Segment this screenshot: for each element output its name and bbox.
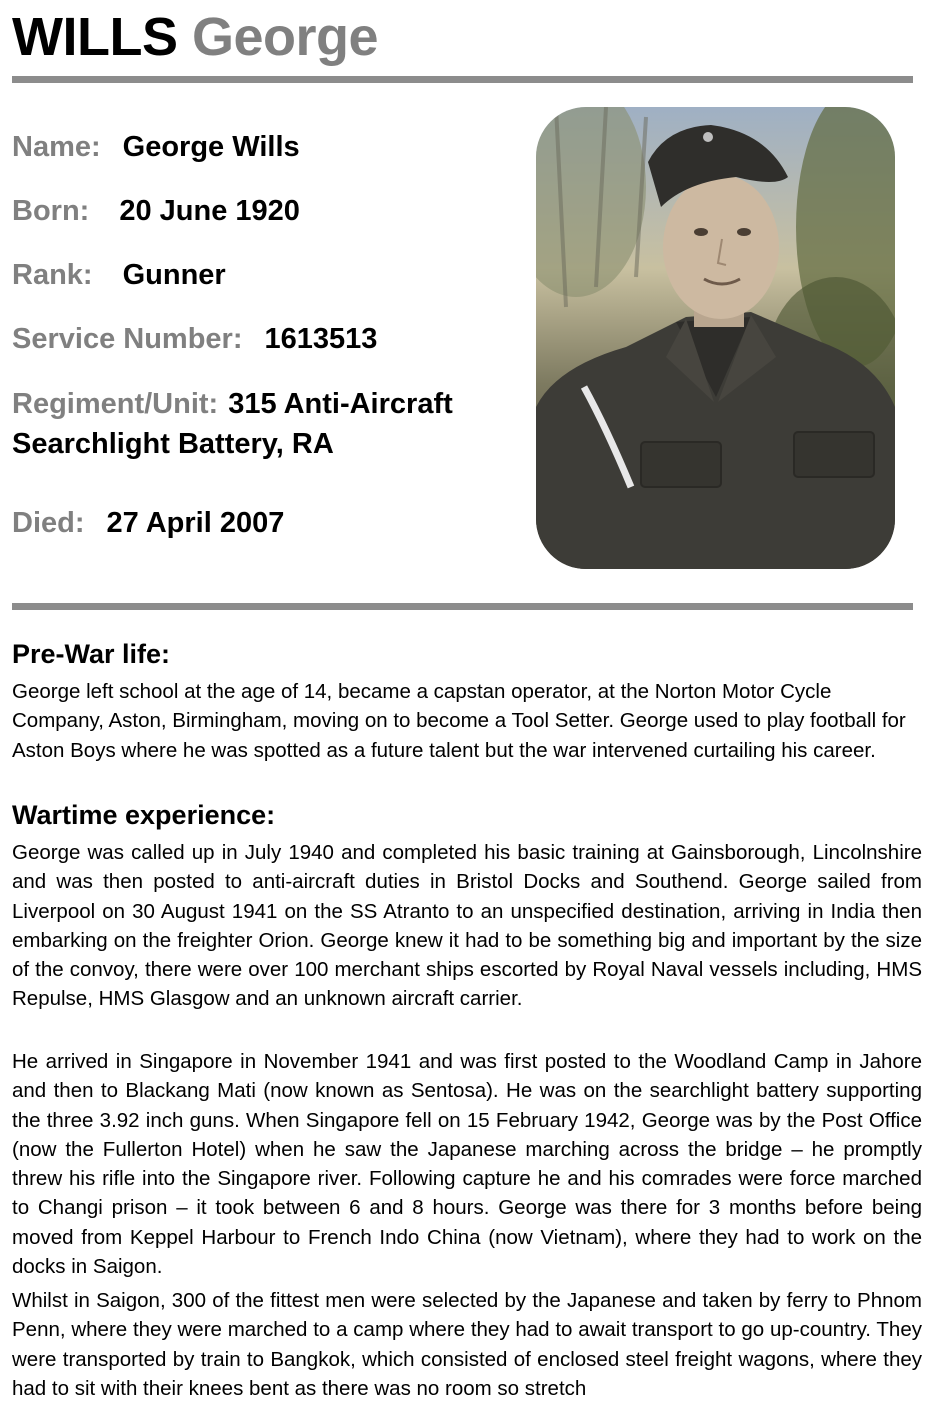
name-field xyxy=(12,127,300,167)
top-divider xyxy=(12,76,913,83)
died-value: 27 April 2007 xyxy=(106,507,285,539)
name-value: George Wills xyxy=(122,131,300,163)
page-title xyxy=(12,6,378,68)
prewar-paragraph: George left school at the age of 14, became a capstan operator, at the Norton Motor Cycle Company, Aston, Birmingham, moving on to become a Tool Setter. George used to play football for Aston Boys where he was spotted as a future talent but the war intervened curtailing his career. xyxy=(12,680,906,762)
section-divider xyxy=(12,603,913,610)
service-number-value: 1613513 xyxy=(264,323,378,355)
wartime-paragraph-2: He arrived in Singapore in November 1941 and was first posted to the Woodland Camp in Jahore and then to Blackang Mati (now known as Sentosa). He was on the searchlight battery supporting the three 3.92 inch guns. When Singapore fell on 15 February 1942, George was by the Post Office (now the Fullerton Hotel) when he saw the Japanese marching across the bridge – he promptly threw his rifle into the Singapore river. Following capture he and his comrades were force marched to Changi prison – it took between 6 and 8 hours. George was there for 3 months before being moved from Keppel Harbour to French Indo China (now Vietnam), where they had to work on the docks in Saigon. xyxy=(12,1050,922,1279)
service-number-label: Service Number: xyxy=(12,323,243,355)
soldier-portrait-icon xyxy=(536,107,895,569)
regiment-field xyxy=(12,384,512,464)
regiment-label: Regiment/Unit: xyxy=(12,388,219,420)
wartime-paragraph-3: Whilst in Saigon, 300 of the fittest men were selected by the Japanese and taken by ferry to Phnom Penn, where they were marched to a camp where they had to await transport to go up-country. They were transported by train to Bangkok, which consisted of enclosed steel freight wagons, where they had to sit with their knees bent as there was no room so stretch xyxy=(12,1289,922,1400)
forename: George xyxy=(191,7,379,67)
rank-value: Gunner xyxy=(122,259,226,291)
died-field xyxy=(12,503,284,543)
born-value: 20 June 1920 xyxy=(119,195,300,227)
name-label: Name: xyxy=(12,131,101,163)
service-number-field xyxy=(12,319,377,359)
portrait-photo xyxy=(536,107,895,569)
born-field xyxy=(12,191,300,231)
prewar-heading: Pre-War life: xyxy=(12,639,171,669)
wartime-heading: Wartime experience: xyxy=(12,800,276,830)
rank-field xyxy=(12,255,226,295)
rank-label: Rank: xyxy=(12,259,93,291)
born-label: Born: xyxy=(12,195,90,227)
wartime-paragraph-1: George was called up in July 1940 and completed his basic training at Gainsborough, Lincolnshire and was then posted to anti-aircraft duties in Bristol Docks and Southend. George sailed from Liverpool on 30 August 1941 on the SS Atranto to an unspecified destination, arriving in India then embarking on the freighter Orion. George knew it had to be something big and important by the size of the convoy, there were over 100 merchant ships escorted by Royal Naval vessels including, HMS Repulse, HMS Glasgow and an unknown aircraft carrier. xyxy=(12,841,922,1011)
died-label: Died: xyxy=(12,507,85,539)
regiment-value: 315 Anti-Aircraft Searchlight Battery, RA xyxy=(12,388,453,460)
surname: WILLS xyxy=(12,7,178,67)
